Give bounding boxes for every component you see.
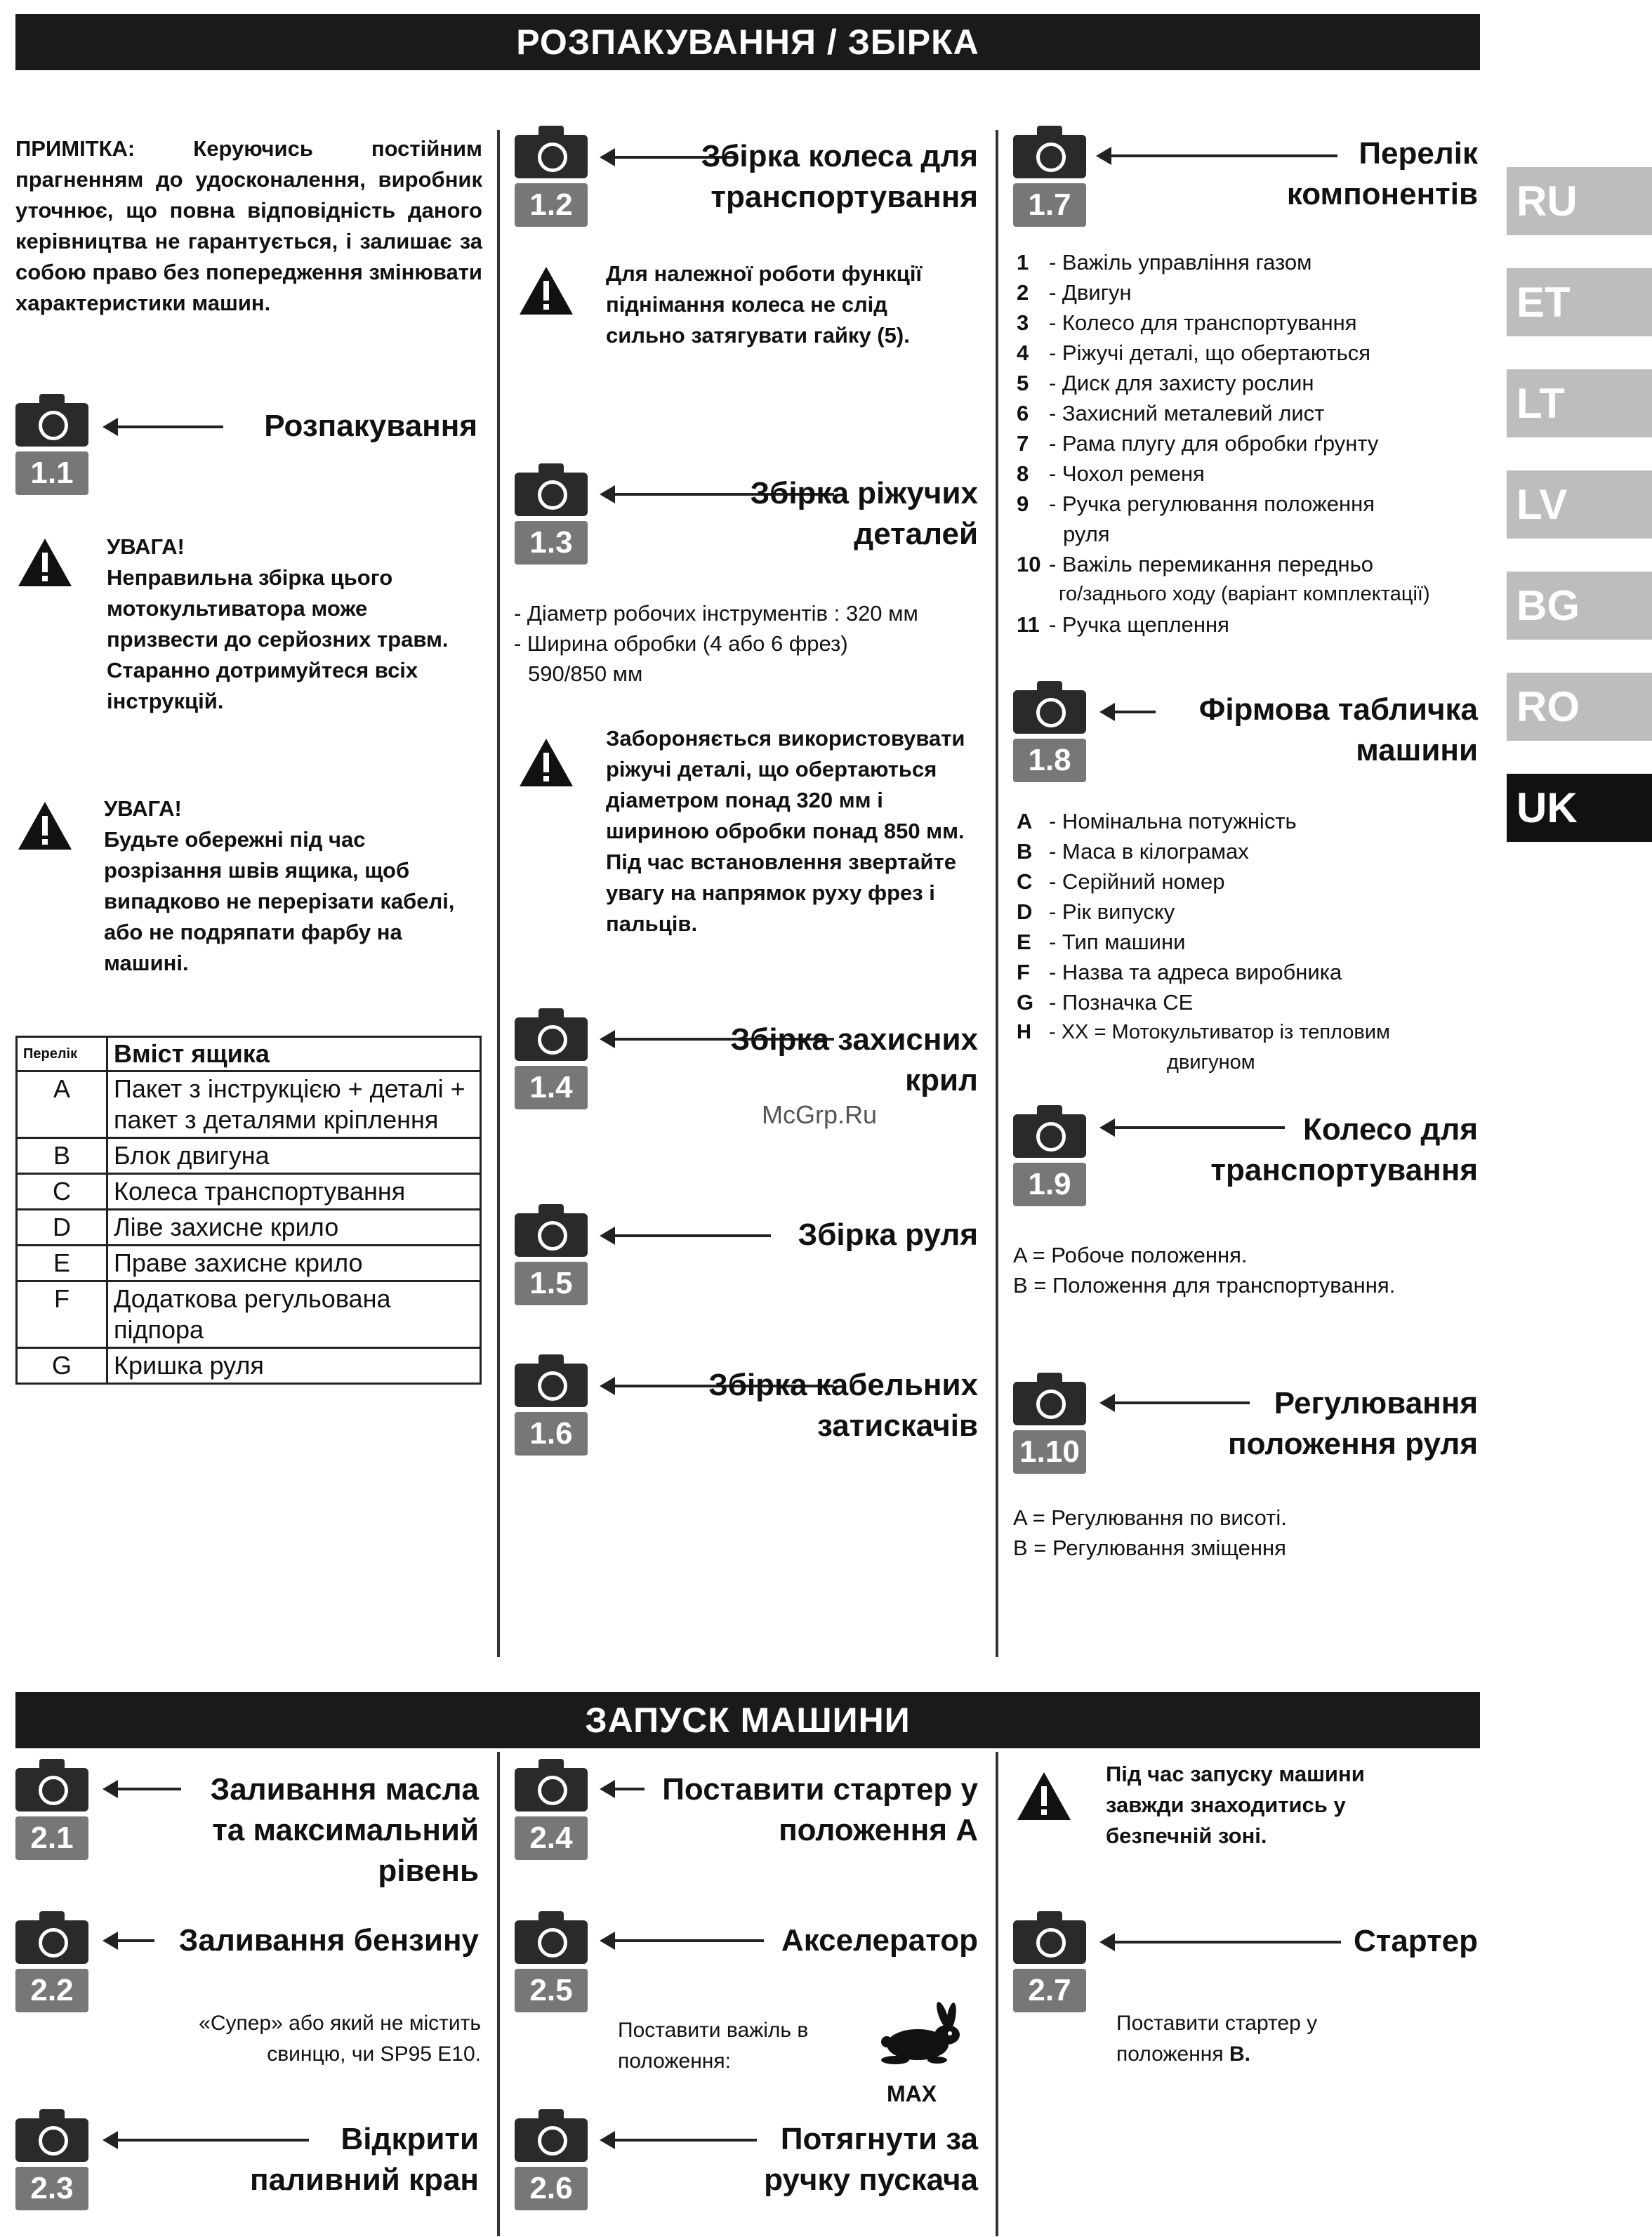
table-cell: B [17,1138,107,1174]
table-row [17,1281,481,1348]
handle-adjust-b: B = Регулювання зміщення [1013,1536,1286,1560]
camera-icon [515,1768,588,1812]
table-cell: Пакет з інструкцією + деталі + пакет з деталями кріплення [107,1071,481,1138]
step-title: Акселератор [781,1923,978,1958]
rabbit-icon [874,2001,965,2071]
plate-label: - Позначка CE [1049,990,1194,1015]
column-divider [996,1752,998,2236]
camera-icon [1013,135,1086,178]
warning-text: Забороняється використовувати ріжучі деталі, що обертаються діаметром понад 320 мм і шириною обробки понад 850 мм. Під час встановлення звертайте увагу на напрямок руху фрез і пальців. [606,726,965,936]
warning-icon [1016,1771,1072,1821]
step-title: Перелік компонентів [1286,136,1478,211]
list-item [1017,927,1185,957]
warning-title: УВАГА! [107,534,185,559]
box-contents-table [15,1036,482,1385]
component-label: - Диск для захисту рослин [1049,371,1314,395]
component-num: 6 [1017,401,1029,425]
component-label: - Ручка регулювання положення [1049,491,1375,516]
table-cell: E [17,1246,107,1281]
step-number: 2.7 [1013,1969,1086,2012]
starter-note-position: B. [1229,2043,1250,2066]
note-text: ПРИМІТКА: Керуючись постійним прагненням до удосконалення, виробник уточнює, що повна відповідність даного керівництва не гарантується, і залишає за собою право без попередження змінювати характеристики машин. [15,136,482,315]
cutting-spec-line: - Діаметр робочих інструментів : 320 мм [514,601,918,626]
step-title: Збірка руля [798,1218,978,1252]
plate-label: - Маса в кілограмах [1049,839,1249,864]
step-number: 1.6 [515,1412,588,1456]
step-number: 2.3 [15,2167,88,2210]
handle-adjust-a: A = Регулювання по висоті. [1013,1505,1287,1530]
step-title: Збірка ріжучих деталей [750,476,978,551]
list-item [1017,897,1175,927]
warning-text: Будьте обережні під час розрізання швів ящика, щоб випадково не перерізати кабелі, або не подряпати фарбу на машині. [104,827,455,975]
plate-key: H [1017,1021,1031,1043]
step-number: 1.8 [1013,739,1086,782]
step-number: 2.6 [515,2167,588,2210]
starter-note-text: Поставити стартер у положення [1116,2012,1318,2066]
lang-tab-lv[interactable]: LV [1507,470,1652,539]
section-banner-unpacking: РОЗПАКУВАННЯ / ЗБІРКА [15,14,1480,70]
component-label: го/заднього ходу (варіант комплектації) [1059,583,1430,605]
component-label: - Колесо для транспортування [1049,310,1357,335]
list-item [1017,247,1311,277]
camera-icon [15,1768,88,1812]
plate-label: - Тип машини [1049,930,1186,954]
column-divider [996,130,998,1657]
step-title: Збірка кабельних затискачів [708,1368,978,1443]
step-number: 1.10 [1013,1430,1086,1474]
column-divider [497,130,500,1657]
table-cell: G [17,1348,107,1384]
plate-label: - Назва та адреса виробника [1049,960,1342,984]
list-item [1017,519,1110,549]
list-item [1017,1017,1390,1048]
table-row [17,1348,481,1384]
component-label: руля [1063,522,1110,546]
step-title: Заливання бензину [178,1923,479,1958]
table-cell: D [17,1210,107,1246]
table-cell: Праве захисне крило [107,1246,481,1281]
table-cell: Колеса транспортування [107,1174,481,1210]
component-label: - Рама плугу для обробки ґрунту [1049,431,1379,456]
step-number: 2.5 [515,1969,588,2012]
plate-key: E [1017,930,1031,954]
step-number: 1.5 [515,1262,588,1305]
warning-icon [518,265,574,316]
arrow-icon [602,1234,771,1237]
plate-label: - XX = Мотокультиватор із тепловим [1049,1021,1390,1043]
step-title: Стартер [1354,1924,1478,1958]
camera-icon [515,135,588,178]
step-title: Розпакування [264,409,477,443]
camera-icon [515,1213,588,1257]
plate-label: - Серійний номер [1049,869,1225,894]
lang-tab-ro[interactable]: RO [1507,673,1652,741]
table-row [17,1246,481,1281]
accelerator-note: Поставити важіль в положення: [618,2019,809,2073]
table-header-row [17,1037,481,1071]
camera-icon [1013,1114,1086,1158]
component-num: 7 [1017,431,1029,456]
section-banner-start: ЗАПУСК МАШИНИ [15,1692,1480,1748]
plate-key: A [1017,809,1033,833]
camera-icon [1013,690,1086,734]
camera-icon [15,1920,88,1964]
table-row [17,1210,481,1246]
table-cell: A [17,1071,107,1138]
step-title: Потягнути за ручку пускача [764,2122,978,2197]
warning-icon [17,537,73,588]
step-number: 2.4 [515,1816,588,1860]
list-item [1017,428,1378,458]
warning-text: Під час запуску машини завжди знаходитись у безпечній зоні. [1106,1762,1365,1848]
camera-icon [515,1017,588,1061]
list-item [1017,489,1375,519]
component-label: - Ріжучі деталі, що обертаються [1049,341,1371,365]
component-label: - Чохол ременя [1049,461,1205,486]
table-header: Вміст ящика [107,1037,481,1071]
table-header: Перелік [17,1037,107,1071]
component-num: 2 [1017,280,1029,305]
arrow-icon [105,1788,181,1790]
table-cell: Блок двигуна [107,1138,481,1174]
arrow-icon [1102,1941,1341,1944]
arrow-icon [105,1939,154,1942]
warning-title: УВАГА! [104,796,182,821]
max-label: MAX [887,2081,937,2106]
step-number: 1.3 [515,521,588,565]
component-label: - Ручка щеплення [1049,612,1229,637]
list-item [1017,987,1193,1017]
component-num: 8 [1017,461,1029,486]
list-item [1017,579,1430,609]
step-title: Фірмова табличка машини [1198,692,1478,767]
list-item [1017,549,1373,579]
step-number: 2.1 [15,1816,88,1860]
step-title: Заливання масла та максимальний рівень [210,1772,479,1888]
step-number: 1.1 [15,451,88,495]
cutting-spec-line: 590/850 мм [528,661,643,686]
arrow-icon [1102,711,1156,713]
step-title: Колесо для транспортування [1210,1112,1478,1187]
wheel-position-b: B = Положення для транспортування. [1013,1273,1396,1298]
plate-label: двигуном [1167,1051,1255,1074]
column-divider [497,1752,500,2236]
component-label: - Захисний металевий лист [1049,401,1325,425]
watermark-text: McGrp.Ru [762,1100,878,1129]
camera-icon [15,2118,88,2162]
plate-key: B [1017,839,1033,864]
table-row [17,1071,481,1138]
component-label: - Важіль управління газом [1049,250,1312,275]
step-number: 1.7 [1013,183,1086,227]
list-item [1017,609,1229,640]
lang-tab-uk[interactable]: UK [1507,774,1652,842]
camera-icon [515,1920,588,1964]
list-item [1017,957,1342,987]
step-title: Збірка колеса для транспортування [701,139,978,214]
component-num: 1 [1017,250,1029,275]
camera-icon [1013,1382,1086,1425]
plate-label: - Рік випуску [1049,899,1175,924]
step-title: Збірка захисних крил [730,1022,978,1097]
component-num: 11 [1017,612,1040,637]
step-title: Регулювання положення руля [1228,1386,1478,1461]
list-item [1017,277,1132,308]
step-number: 1.2 [515,183,588,227]
warning-text: Неправильна збірка цього мотокультиватора може призвести до серйозних травм. Старанно дотримуйтеся всіх інструкцій. [107,565,449,713]
starter-note [1116,2008,1411,2070]
camera-icon [515,473,588,516]
warning-icon [17,800,73,851]
lang-tab-et[interactable]: ET [1507,268,1652,336]
camera-icon [1013,1920,1086,1964]
camera-icon [515,2118,588,2162]
table-row [17,1174,481,1210]
step-number: 2.2 [15,1969,88,2012]
wheel-position-a: A = Робоче положення. [1013,1243,1248,1267]
step-number: 1.4 [515,1066,588,1109]
list-item [1017,308,1356,338]
list-item [1017,866,1225,897]
component-num: 9 [1017,491,1029,516]
lang-tab-bg[interactable]: BG [1507,572,1652,640]
warning-text: Для належної роботи функції піднімання колеса не слід сильно затягувати гайку (5). [606,261,923,348]
list-item [1017,338,1370,368]
warning-icon [518,737,574,788]
plate-key: D [1017,899,1033,924]
camera-icon [515,1364,588,1407]
plate-key: F [1017,960,1030,984]
table-cell: Ліве захисне крило [107,1210,481,1246]
component-num: 3 [1017,310,1029,335]
component-num: 10 [1017,552,1041,576]
camera-icon [15,403,88,447]
table-row [17,1138,481,1174]
cutting-spec-line: - Ширина обробки (4 або 6 фрез) [514,631,848,656]
step-title: Поставити стартер у положення А [662,1772,978,1847]
plate-key: C [1017,869,1033,894]
lang-tab-lt[interactable]: LT [1507,369,1652,437]
list-item [1017,368,1314,398]
list-item [1017,806,1297,836]
component-num: 5 [1017,371,1029,395]
table-cell: C [17,1174,107,1210]
list-item [1017,398,1324,428]
fuel-note: «Супер» або який не містить свинцю, чи SP95 E10. [199,2012,481,2066]
lang-tab-ru[interactable]: RU [1507,167,1652,235]
step-number: 1.9 [1013,1163,1086,1206]
step-title: Відкрити паливний кран [250,2122,479,2197]
component-num: 4 [1017,341,1029,365]
list-item [1017,1048,1255,1078]
table-cell: Додаткова регульована підпора [107,1281,481,1348]
table-cell: F [17,1281,107,1348]
component-label: - Двигун [1049,280,1132,305]
list-item [1017,836,1249,866]
arrow-icon [105,425,223,428]
list-item [1017,458,1205,489]
table-cell: Кришка руля [107,1348,481,1384]
component-label: - Важіль перемикання передньо [1049,552,1374,576]
arrow-icon [602,1788,645,1790]
plate-label: - Номінальна потужність [1049,809,1297,833]
plate-key: G [1017,990,1034,1015]
